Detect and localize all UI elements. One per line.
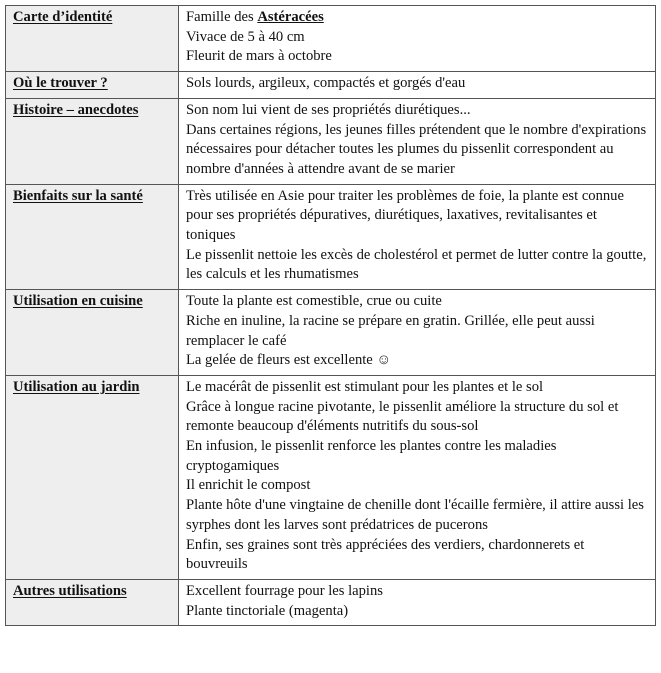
row-content (179, 98, 656, 184)
row-content (179, 290, 656, 376)
content-line: Riche en inuline, la racine se prépare en gratin. Grillée, elle peut aussi remplacer le café (186, 312, 595, 349)
row-content (179, 579, 656, 625)
content-line: Très utilisée en Asie pour traiter les problèmes de foie, la plante est connue pour ses propriétés dépuratives, diurétiques, laxatives, revitalisantes et toniques (186, 187, 624, 244)
table-row (6, 375, 656, 579)
row-label: Autres utilisations (6, 579, 179, 625)
content-line: Dans certaines régions, les jeunes filles prétendent que le nombre d'expirations nécessaires pour détacher toutes les plumes du pissenlit correspondent au nombre d'années à attendre avant de se marier (186, 121, 647, 177)
content-line: Toute la plante est comestible, crue ou cuite (186, 293, 442, 310)
family-prefix: Famille des (186, 9, 258, 25)
family-name: Astéracées (257, 9, 324, 25)
table-row (6, 6, 656, 72)
table-row (6, 579, 656, 625)
row-label: Bienfaits sur la santé (6, 184, 179, 290)
content-line: Grâce à longue racine pivotante, le pissenlit améliore la structure du sol et remonte beaucoup d'éléments nutritifs du sous-sol (186, 398, 619, 435)
row-label: Où le trouver ? (6, 72, 179, 99)
content-line: En infusion, le pissenlit renforce les plantes contre les maladies cryptogamiques (186, 438, 557, 474)
family-line (186, 8, 649, 28)
table-row (6, 290, 656, 376)
content-line: Il enrichit le compost (186, 477, 311, 494)
row-content (179, 184, 656, 290)
content-line: Fleurit de mars à octobre (186, 48, 332, 65)
row-content (179, 72, 656, 99)
content-line: Le macérât de pissenlit est stimulant pour les plantes et le sol (186, 378, 544, 395)
row-content (179, 375, 656, 579)
content-line: Excellent fourrage pour les lapins (186, 582, 383, 599)
plant-info-table (5, 5, 656, 626)
table-row (6, 184, 656, 290)
content-line: Plante hôte d'une vingtaine de chenille dont l'écaille fermière, il attire aussi les syrphes dont les larves sont prédatrices de pucerons (186, 497, 644, 533)
content-line: Sols lourds, argileux, compactés et gorgés d'eau (186, 75, 466, 92)
content-line: Plante tinctoriale (magenta) (186, 602, 349, 619)
row-label: Utilisation en cuisine (6, 290, 179, 376)
content-line: Son nom lui vient de ses propriétés diurétiques... (186, 101, 471, 118)
table-row (6, 72, 656, 99)
row-content (179, 6, 656, 72)
content-line: Le pissenlit nettoie les excès de cholestérol et permet de lutter contre la goutte, les calculs et les rhumatismes (186, 246, 647, 283)
row-label: Carte d’identité (6, 6, 179, 72)
content-line: Vivace de 5 à 40 cm (186, 28, 305, 45)
row-label: Utilisation au jardin (6, 375, 179, 579)
content-line: Enfin, ses graines sont très appréciées des verdiers, chardonnerets et bouvreuils (186, 536, 585, 573)
row-label: Histoire – anecdotes (6, 98, 179, 184)
content-line: La gelée de fleurs est excellente ☺ (186, 352, 392, 369)
table-row (6, 98, 656, 184)
